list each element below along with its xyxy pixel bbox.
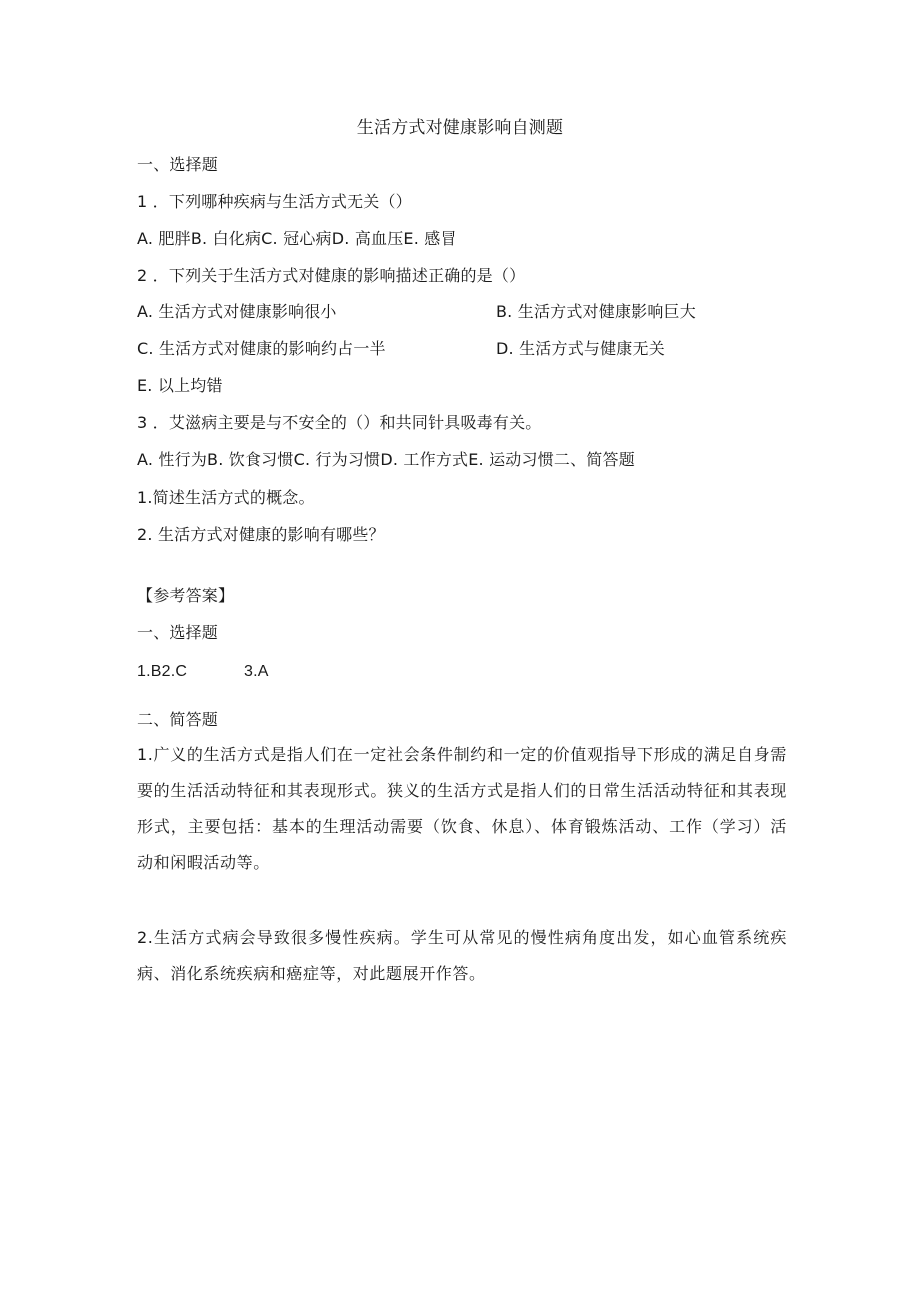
choice-answers-1-2: 1.B2.C [137, 663, 188, 680]
answer-section-heading-choice: 一、选择题 [137, 623, 219, 642]
section-heading-choice: 一、选择题 [137, 155, 219, 174]
question-2-option-e: E. 以上均错 [137, 376, 223, 395]
answer-key-heading: 【参考答案】 [137, 586, 235, 605]
page-title: 生活方式对健康影响自测题 [356, 118, 564, 138]
question-2-stem: 2 ．下列关于生活方式对健康的影响描述正确的是（） [137, 266, 526, 285]
question-2-option-b: B. 生活方式对健康影响巨大 [496, 302, 696, 321]
short-answer-1: 1.广义的生活方式是指人们在一定社会条件制约和一定的价值观指导下形成的满足自身需要的生活活动特征和其表现形式。狭义的生活方式是指人们的日常生活活动特征和其表现形式，主要包括：基本的生理活动需要（饮食、休息）、体育锻炼活动、工作（学习）活动和闲暇活动等。 [137, 745, 787, 872]
question-1-stem: 1 ．下列哪种疾病与生活方式无关（） [137, 192, 412, 211]
question-2-option-d: D. 生活方式与健康无关 [496, 339, 665, 358]
question-2-option-a: A. 生活方式对健康影响很小 [137, 302, 337, 321]
short-answer-2: 2.生活方式病会导致很多慢性疾病。学生可从常见的慢性病角度出发，如心血管系统疾病、消化系统疾病和癌症等，对此题展开作答。 [137, 928, 787, 983]
answer-section-heading-short: 二、简答题 [137, 710, 219, 729]
short-question-2: 2. 生活方式对健康的影响有哪些？ [137, 525, 385, 544]
question-1-options: A. 肥胖B. 白化病C. 冠心病D. 高血压E. 感冒 [137, 229, 457, 248]
question-3-stem: 3 ．艾滋病主要是与不安全的（）和共同针具吸毒有关。 [137, 413, 542, 432]
choice-answer-3: 3.A [244, 663, 269, 680]
question-3-options: A. 性行为B. 饮食习惯C. 行为习惯D. 工作方式E. 运动习惯二、简答题 [137, 450, 635, 469]
short-question-1: 1.简述生活方式的概念。 [137, 488, 315, 507]
question-2-option-c: C. 生活方式对健康的影响约占一半 [137, 339, 386, 358]
